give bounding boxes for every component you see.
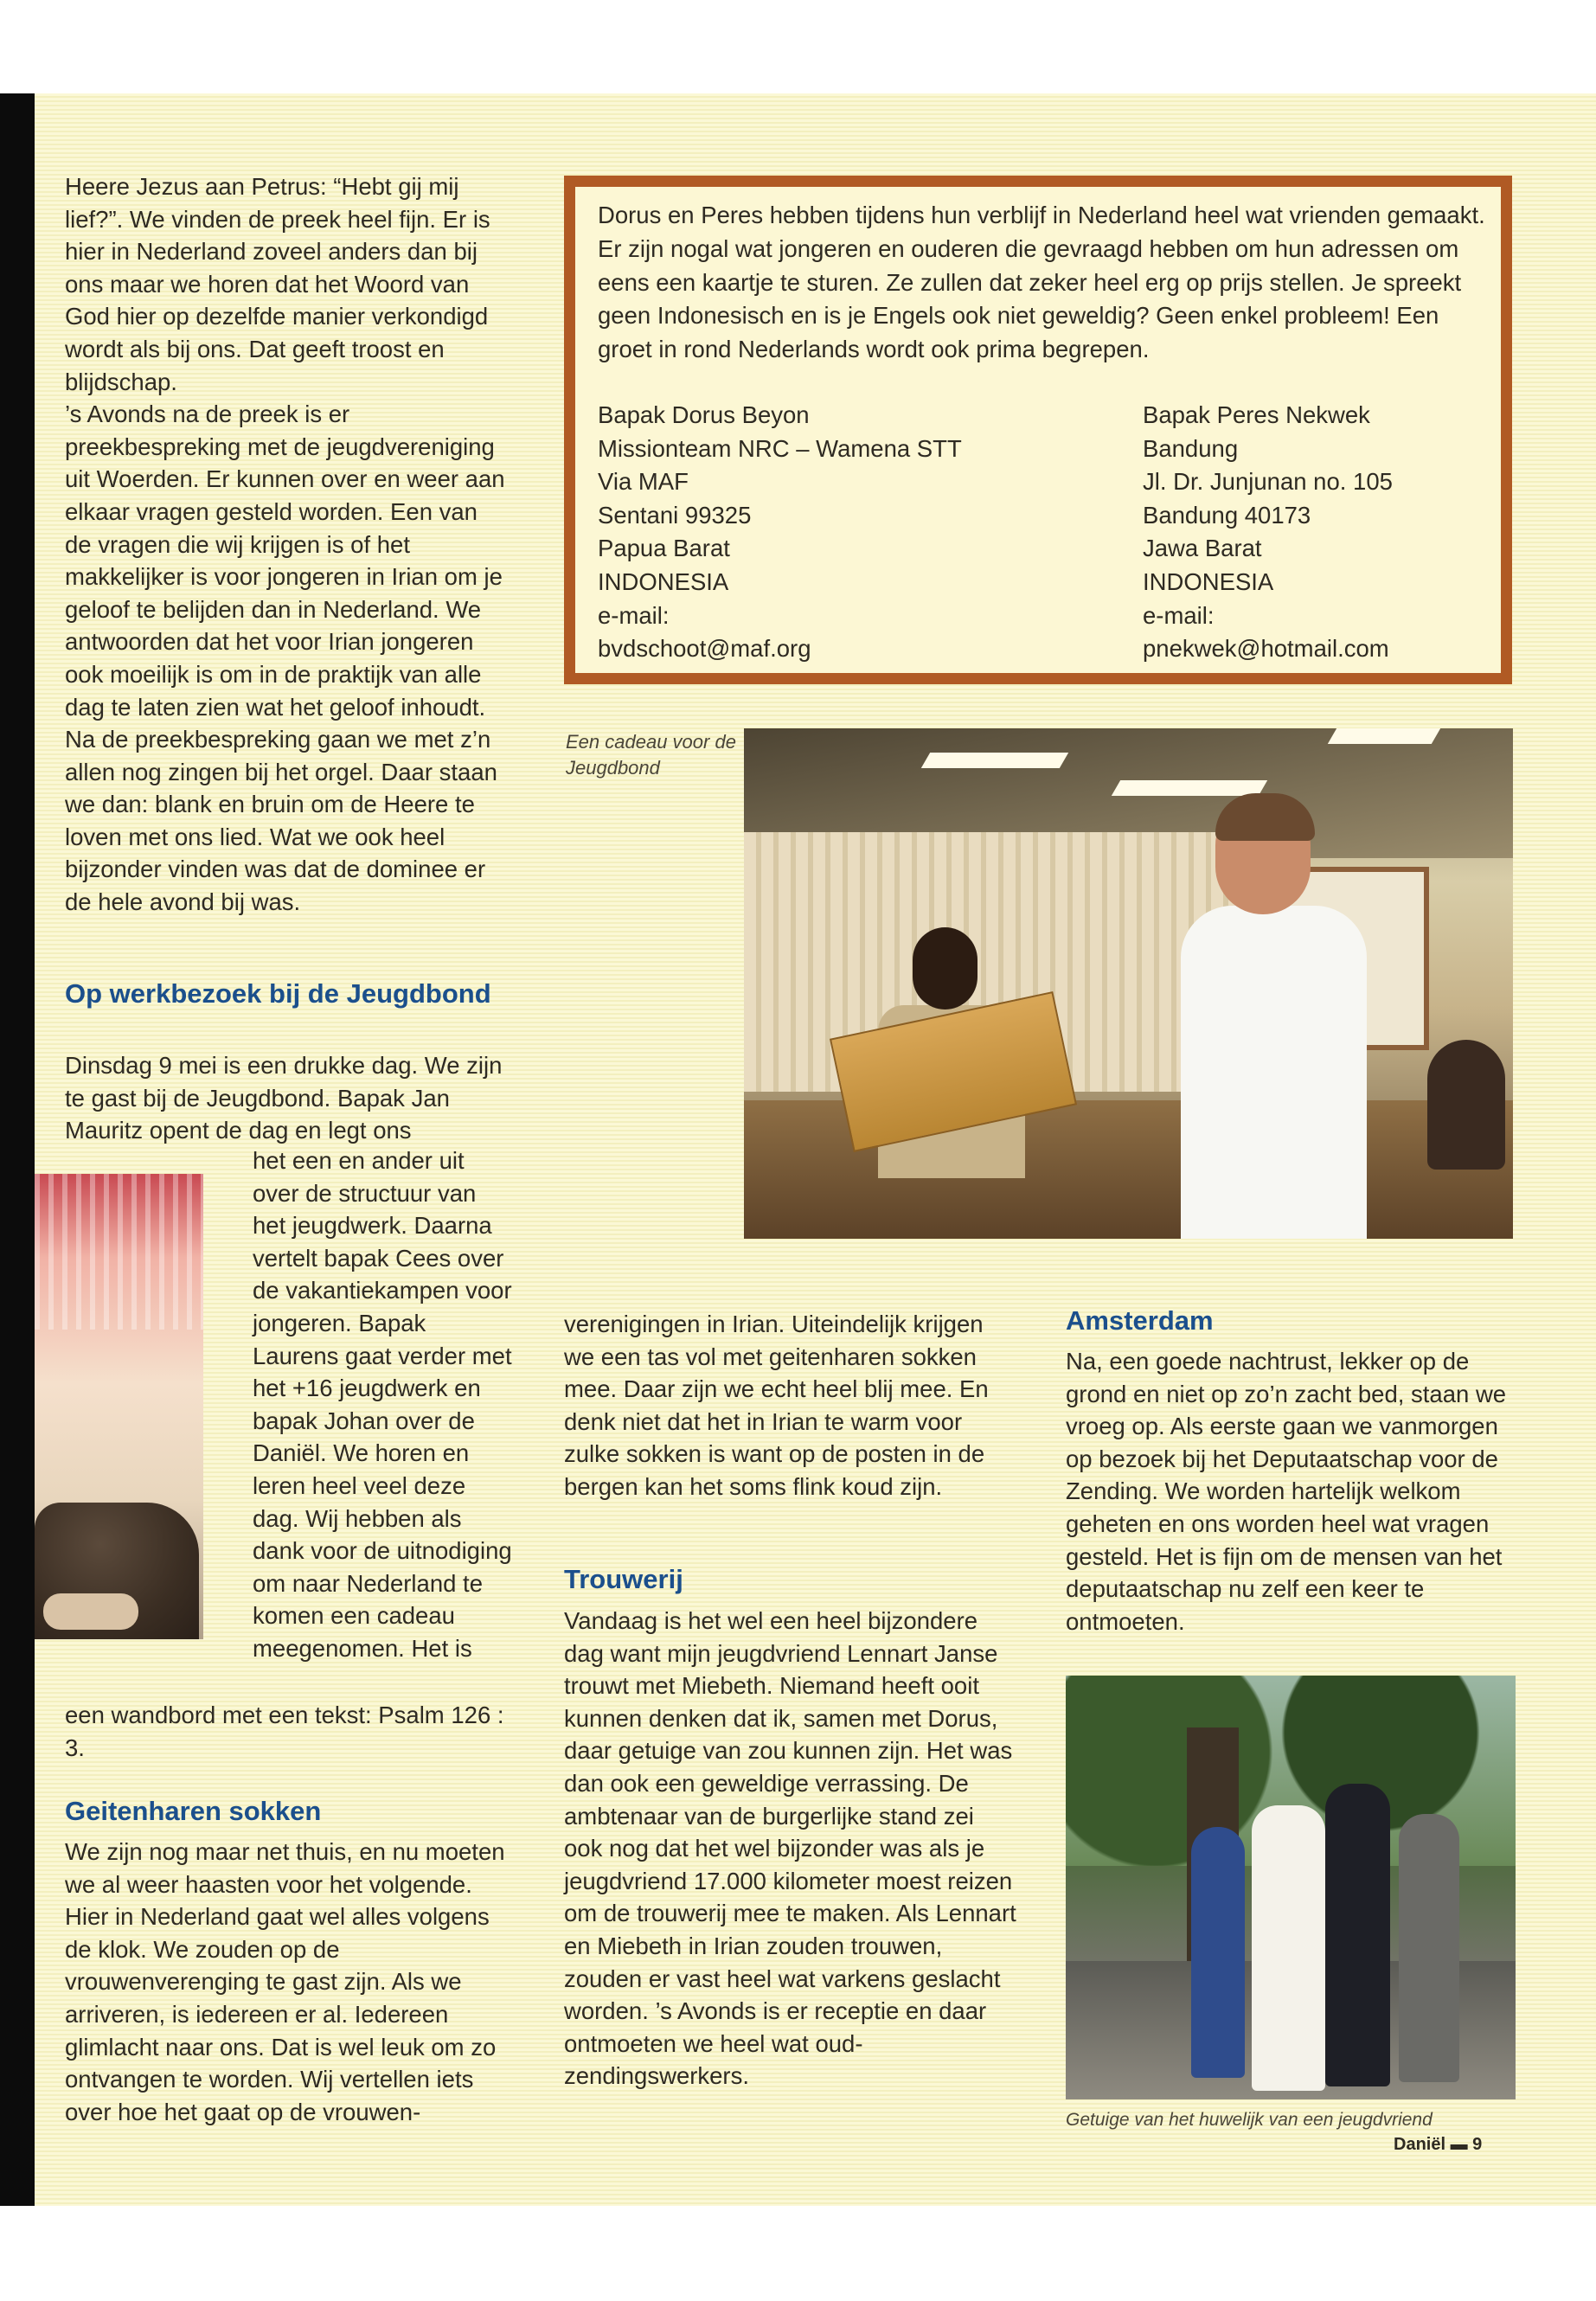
address-line: Jl. Dr. Junjunan no. 105 xyxy=(1143,468,1393,496)
photo-wedding xyxy=(1066,1676,1516,2099)
section-heading-geitenharen: Geitenharen sokken xyxy=(65,1796,322,1826)
paragraph: het een en ander uit over de structuur van het jeugdwerk. Daarna vertelt bapak Cees over de vakantiekampen voor jongeren. Bapak Laurens gaat verder met het +16 jeugdwerk en bapak Johan over de Daniël. We horen en leren heel veel deze dag. Wij hebben als dank voor de uitnodiging om naar Nederland te komen een cadeau meegenomen. Het is xyxy=(253,1147,512,1662)
photo-caption-wedding: Getuige van het huwelijk van een jeugdvriend xyxy=(1066,2110,1433,2130)
photo-man-white-shirt xyxy=(1181,906,1367,1239)
photo-groom xyxy=(1325,1784,1390,2086)
section-heading-amsterdam: Amsterdam xyxy=(1066,1305,1214,1336)
photo-person-grey-suit xyxy=(1399,1814,1459,2082)
photo-man-dorus-head xyxy=(913,927,977,1009)
photo-hand xyxy=(43,1593,138,1630)
photo-bride xyxy=(1252,1805,1325,2091)
section-heading-trouwerij: Trouwerij xyxy=(564,1564,683,1594)
photo-woman-seated xyxy=(1427,1040,1505,1170)
column-left-top xyxy=(65,170,510,919)
side-photo-cropped xyxy=(35,1174,203,1639)
paragraph: We zijn nog maar net thuis, en nu moeten we al weer haasten voor het volgende. Hier in Nederland gaat wel alles volgens de klok. We zouden op de vrouwenverenging te gast zijn. Als we arriveren, is iedereen er al. Iedereen glimlacht naar ons. Dat is wel leuk om zo ontvangen te worden. Wij vertellen iets over hoe het gaat op de vrouwen- xyxy=(65,1838,505,2125)
photo-caption-cadeau: Een cadeau voor de Jeugdbond xyxy=(566,731,736,779)
paragraph: ’s Avonds na de preek is er preekbespreking met de jeugdvereniging uit Woerden. Er kunnen over en weer aan elkaar vragen gesteld worden. Een van de vragen die wij krijgen is of het makkelijker is voor jongeren in Irian om je geloof te belijden dan in Nederland. We antwoorden dat het voor Irian jongeren ook moeilijk is om in de praktijk van alle dag te laten zien wat het geloof inhoudt. Na de preekbespreking gaan we met z’n allen nog zingen bij het orgel. Daar staan we dan: blank en bruin om de Heere te loven met ons lied. Wat we ook heel bijzonder vinden was dat de dominee er de hele avond bij was. xyxy=(65,401,505,916)
column-middle-bottom xyxy=(564,1605,1018,2093)
photo-ceiling-light xyxy=(1328,728,1440,744)
photo-ceiling-light xyxy=(921,753,1068,768)
address-line: Bandung 40173 xyxy=(1143,501,1311,529)
address-line: Bandung xyxy=(1143,434,1239,462)
paragraph: Dinsdag 9 mei is een drukke dag. We zijn te gast bij de Jeugdbond. Bapak Jan Mauritz opent de dag en legt ons xyxy=(65,1052,503,1144)
column-left-wrap xyxy=(253,1144,512,1665)
address-line: INDONESIA xyxy=(598,567,729,595)
paragraph: verenigingen in Irian. Uiteindelijk krijgen we een tas vol met geitenharen sokken mee. Daar zijn we echt heel blij mee. En denk niet dat het in Irian te warm voor zulke sokken is want op de posten in de bergen kan het soms flink koud zijn. xyxy=(564,1311,989,1500)
photo-ceiling-light xyxy=(1112,780,1267,796)
address-line: Via MAF xyxy=(598,468,689,496)
address-line: Bapak Peres Nekwek xyxy=(1143,401,1370,428)
column-middle-top xyxy=(564,1308,1014,1503)
address-line: Sentani 99325 xyxy=(598,501,752,529)
address-line: INDONESIA xyxy=(1143,567,1274,595)
paragraph: Heere Jezus aan Petrus: “Hebt gij mij lief?”. We vinden de preek heel fijn. Er is hier in Nederland zoveel anders dan bij ons maar we horen dat het Woord van God hier op dezelfde manier verkondigd wordt als bij ons. Dat geeft troost en blijdschap. xyxy=(65,173,490,395)
scan-edge-bar xyxy=(0,1410,35,2206)
paragraph: Na, een goede nachtrust, lekker op de grond en niet op zo’n zacht bed, staan we vroeg op. Als eerste gaan we vanmorgen op bezoek bij het Deputaatschap voor de Zending. We worden hartelijk welkom geheten en ons worden heel wat vragen gesteld. Het is fijn om de mensen van het deputaatschap nu zelf een keer te ontmoeten. xyxy=(1066,1348,1507,1635)
section-heading-werkbezoek: Op werkbezoek bij de Jeugdbond xyxy=(65,978,491,1009)
address-line: Papua Barat xyxy=(598,535,730,562)
photo-cadeau-jeugdbond xyxy=(744,728,1513,1239)
address-line: Missionteam NRC – Wamena STT xyxy=(598,434,962,462)
address-line: Jawa Barat xyxy=(1143,535,1262,562)
email-address: bvdschoot@maf.org xyxy=(598,635,811,663)
address-peres xyxy=(1143,399,1393,666)
paragraph: Vandaag is het wel een heel bijzondere dag want mijn jeugdvriend Lennart Janse trouwt met Miebeth. Niemand heeft ooit kunnen denken dat ik, samen met Dorus, daar getuige van zou kunnen zijn. Het was dan ook een geweldige verrassing. De ambtenaar van de burgerlijke stand zei ook nog dat het wel bijzonder was als je jeugdvriend 17.000 kilometer moest reizen om de trouwerij mee te maken. Als Lennart en Miebeth in Irian zouden trouwen, zouden er vast heel wat varkens geslacht worden. ’s Avonds is er receptie en daar ontmoeten we heel wat oud-zendingswerkers. xyxy=(564,1607,1016,2090)
column-left-bottom xyxy=(65,1836,510,2128)
column-right xyxy=(1066,1345,1516,1638)
scan-edge-bar xyxy=(0,93,35,1417)
column-left-intro xyxy=(65,1049,510,1147)
photo-curtain xyxy=(35,1174,203,1330)
column-left-continued xyxy=(65,1699,510,1764)
address-line: e-mail: xyxy=(1143,601,1215,629)
address-dorus xyxy=(598,399,962,666)
paragraph: een wandbord met een tekst: Psalm 126 : 3. xyxy=(65,1702,504,1761)
page-folio: Daniël ▬ 9 xyxy=(1394,2135,1483,2154)
address-box-intro: Dorus en Peres hebben tijdens hun verblijf in Nederland heel wat vrienden gemaakt. Er zijn nogal wat jongeren en ouderen die gevraagd hebben om hun adressen om eens een kaartje te sturen. Ze zullen dat zeker heel erg op prijs stellen. Je spreekt geen Indonesisch en is je Engels ook niet geweldig? Geen enkel probleem! Een groet in rond Nederlands wordt ook prima begrepen. xyxy=(598,202,1485,363)
address-box xyxy=(564,176,1512,684)
address-line: e-mail: xyxy=(598,601,670,629)
address-line: Bapak Dorus Beyon xyxy=(598,401,810,428)
email-address: pnekwek@hotmail.com xyxy=(1143,635,1389,663)
photo-person-blue-shirt xyxy=(1191,1827,1245,2078)
